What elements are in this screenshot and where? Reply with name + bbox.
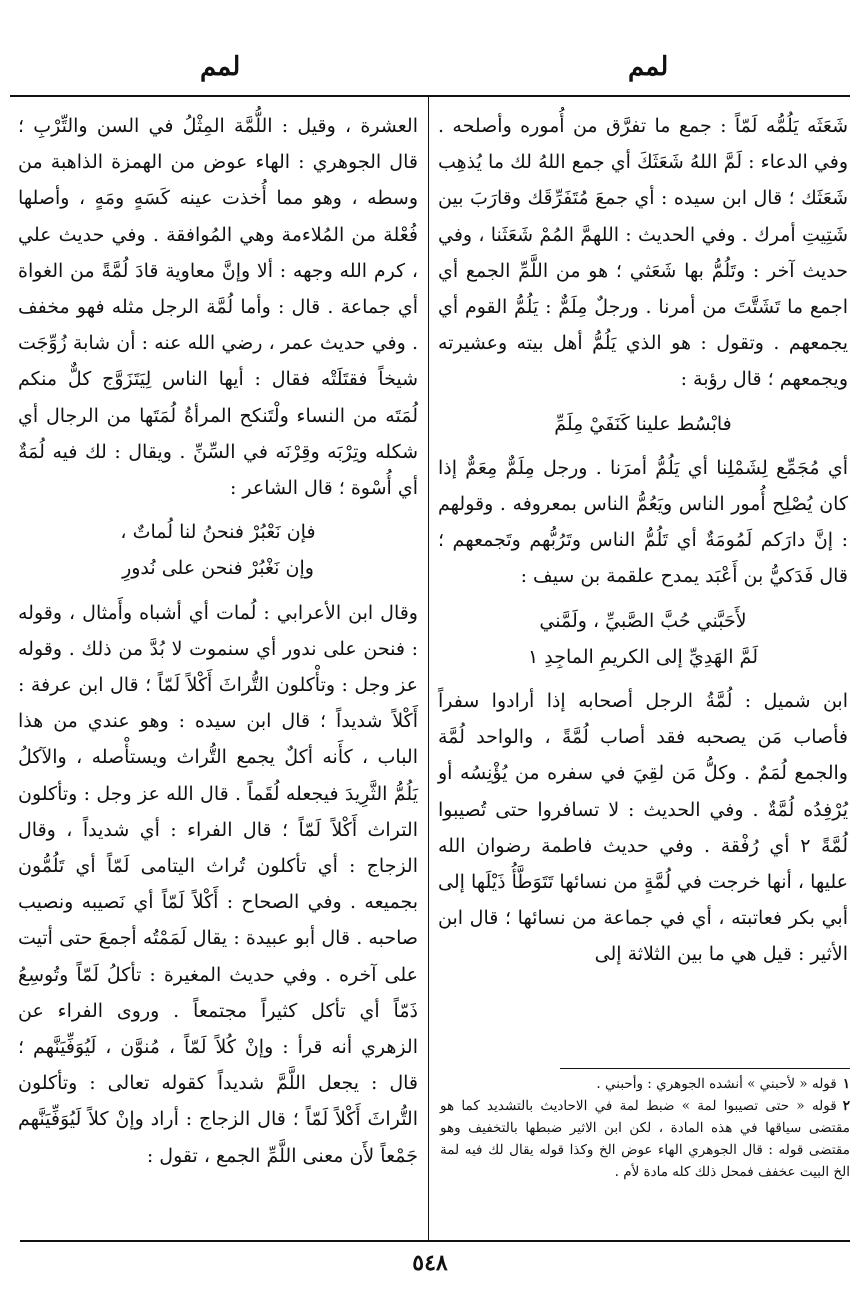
verse-line: وإن نَغْبُرْ فنحن على نُدورِ — [122, 557, 314, 580]
left-paragraph-1: العشرة ، وقيل : اللُّمَّة المِثْلُ في السن والتِّرْبِ ؛ قال الجوهري : الهاء عوض من الهمزة الذاهبة من وسطه ، وهو مما أُخذت عينه كَسَهٍ ومَهٍ ، وأصلها فُعْلة من المُلاءمة وهي المُوافقة . وفي حديث علي ، كرم الله وجهه : ألا وإنَّ معاوية قادَ لُمَّةً من الغواة أي جماعة . قال : وأما لُمَّة الرجل مثله فهو مخفف . وفي حديث عمر ، رضي الله عنه : أن شابة زُوِّجَت شيخاً فقتَلَتْه فقال : أيها الناس لِيَتَزَوَّج كلٌّ منكم لُمَتَه من النساء ولْتَنكح المرأةُ لُمَتَها من الرجال أي شكله وتِرْبَه وقِرْنَه في السِّنِّ . ويقال : لك فيه لُمَةٌ أي أُسْوة ؛ قال الشاعر : — [18, 115, 418, 500]
verse-line: فإن نَعْبُرْ فنحنُ لنا لُماتٌ ، — [120, 521, 316, 544]
footnote-number: ١ — [842, 1076, 850, 1092]
bottom-rule — [20, 1240, 850, 1242]
running-headword-right: لمم — [628, 52, 669, 82]
footnote-1 — [440, 1073, 850, 1095]
left-column — [18, 108, 418, 1174]
left-paragraph-2: وقال ابن الأعرابي : لُمات أي أشباه وأَمثال ، وقوله : فنحن على ندور أي سنموت لا بُدَّ من ذلك . وقوله عز وجل : وتأْكلون التُّراثَ أَكْلاً لَمّاً ؛ قال ابن عرفة : أَكْلاً شديداً ؛ قال ابن سيده : وهو عندي من هذا الباب ، كأَنه أكلٌ يجمع التُّراث ويستأْصله ، والآكلُ يَلُمُّ الثَّرِيدَ فيجعله لُقَماً . قال الله عز وجل : وتأكلون التراث أَكْلاً لَمّاً ؛ قال الفراء : أي شديداً ، وقال الزجاج : أي تأكلون تُراث اليتامى لَمّاً أي تَلُمُّون بجميعه . وفي الصحاح : أَكْلاً لَمّاً أي نَصيبه ونصيب صاحبه . قال أبو عبيدة : يقال لَمَمْتُه أجمعَ حتى أتيت على آخره . وفي حديث المغيرة : تأكلُ لَمّاً وتُوسِعُ ذَمّاً أي تأكل كثيراً مجتمعاً . وروى الفراء عن الزهري أنه قرأ : وإنْ كُلاً لَمّاً ، مُنوَّن ، لَيُوَفِّيَنَّهم ؛ قال : يجعل اللَّمَّ شديداً كقوله تعالى : وتأكلون التُّراثَ أَكْلاً لَمّاً ؛ قال الزجاج : أراد وإنْ كلاً لَيُوَفِّيَنَّهم جَمْعاً لأَن معنى اللَّمِّ الجمع ، تقول : — [18, 601, 418, 1167]
right-verse-2 — [438, 603, 848, 675]
left-verse-1 — [18, 514, 418, 586]
footnote-rule — [560, 1068, 850, 1069]
right-column — [438, 108, 848, 973]
footnote-2 — [440, 1095, 850, 1183]
footnotes — [440, 1073, 850, 1183]
footnote-text: قوله « حتى تصيبوا لمة » ضبط لمة في الاحاديث بالتشديد كما هو مقتضى سياقها في هذه المادة ، لكن ابن الاثير ضبطها بالتخفيف وهو مقتضى قوله : قال الجوهري الهاء عوض الخ وكذا قوله يقال لك فيه لمة الخ البيت عخفف فمحل ذلك كله مادة لأم . — [440, 1098, 850, 1180]
verse-line: لأَحَبَّني حُبَّ الصَّبيِّ ، ولَمَّني — [539, 609, 747, 632]
running-headword-left: لمم — [200, 52, 241, 82]
footnote-text: قوله « لأحبني » أنشده الجوهري : وأحبني . — [596, 1076, 837, 1092]
verse-line: لَمَّ الهَدِيِّ إلى الكريمِ الماجِدِ ١ — [528, 645, 758, 668]
right-verse-1 — [438, 406, 848, 442]
right-paragraph-2: أي مُجَمِّع لِشَمْلِنا أي يَلُمُّ أمرَنا . ورجل مِلَمٌّ مِعَمٌّ إذا كان يُصْلِح أُمور الناس ويَعُمُّ الناس بمعروفه . وقولهم : إنَّ دارَكم لَمُومَةٌ أي تَلُمُّ الناس وتَرُبُّهم وتَجمعهم ؛ قال فَدَكيُّ بن أَعْبَد يمدح علقمة بن سيف : — [438, 456, 848, 588]
top-rule — [10, 95, 850, 97]
footnote-number: ٢ — [842, 1098, 850, 1114]
verse-line: فابْسُط علينا كَنَفَيْ مِلَمِّ — [554, 412, 732, 435]
right-paragraph-1: شَعَثَه يَلُمُّه لَمّاً : جمع ما تفرَّق من أُموره وأصلحه . وفي الدعاء : لَمَّ اللهُ شَعَثَكَ أي جمع اللهُ لك ما يُذهِب شَعَثَك ؛ قال ابن سيده : أي جمعَ مُتَفَرِّقَك وقارَبَ بين شَتِيتِ أمرك . وفي الحديث : اللهمَّ المُمْ شَعَثَنا ، وفي حديث آخر : وتَلُمُّ بها شَعَثي ؛ هو من اللَّمِّ الجمع أي اجمع ما تَشَتَّتَ من أمرنا . ورجلٌ مِلَمٌّ : يَلُمُّ القوم أي يجمعهم . وتقول : هو الذي يَلُمُّ أهل بيته وعشيرته ويجمعهم ؛ قال رؤبة : — [438, 115, 848, 391]
right-paragraph-3: ابن شميل : لُمَّةُ الرجل أصحابه إذا أرادوا سفراً فأصاب مَن يصحبه فقد أصاب لُمَّةً ، والواحد لُمَّة والجمع لُمَمٌ . وكلُّ مَن لقِيَ في سفره من يُؤْنِسُه أو يُرْفِدُه لُمَّةٌ . وفي الحديث : لا تسافروا حتى تُصيبوا لُمَّةً ٢ أي رُفْقة . وفي حديث فاطمة رضوان الله عليها ، أنها خرجت في لُمَّةٍ من نسائها تَتَوَطَّأُ ذَيْلَها إلى أبي بكر فعاتبته ، أي في جماعة من نسائها ؛ قال ابن الأثير : قيل هي ما بين الثلاثة إلى — [438, 690, 849, 966]
page-number: ٥٤٨ — [412, 1250, 448, 1276]
column-divider — [428, 97, 429, 1240]
